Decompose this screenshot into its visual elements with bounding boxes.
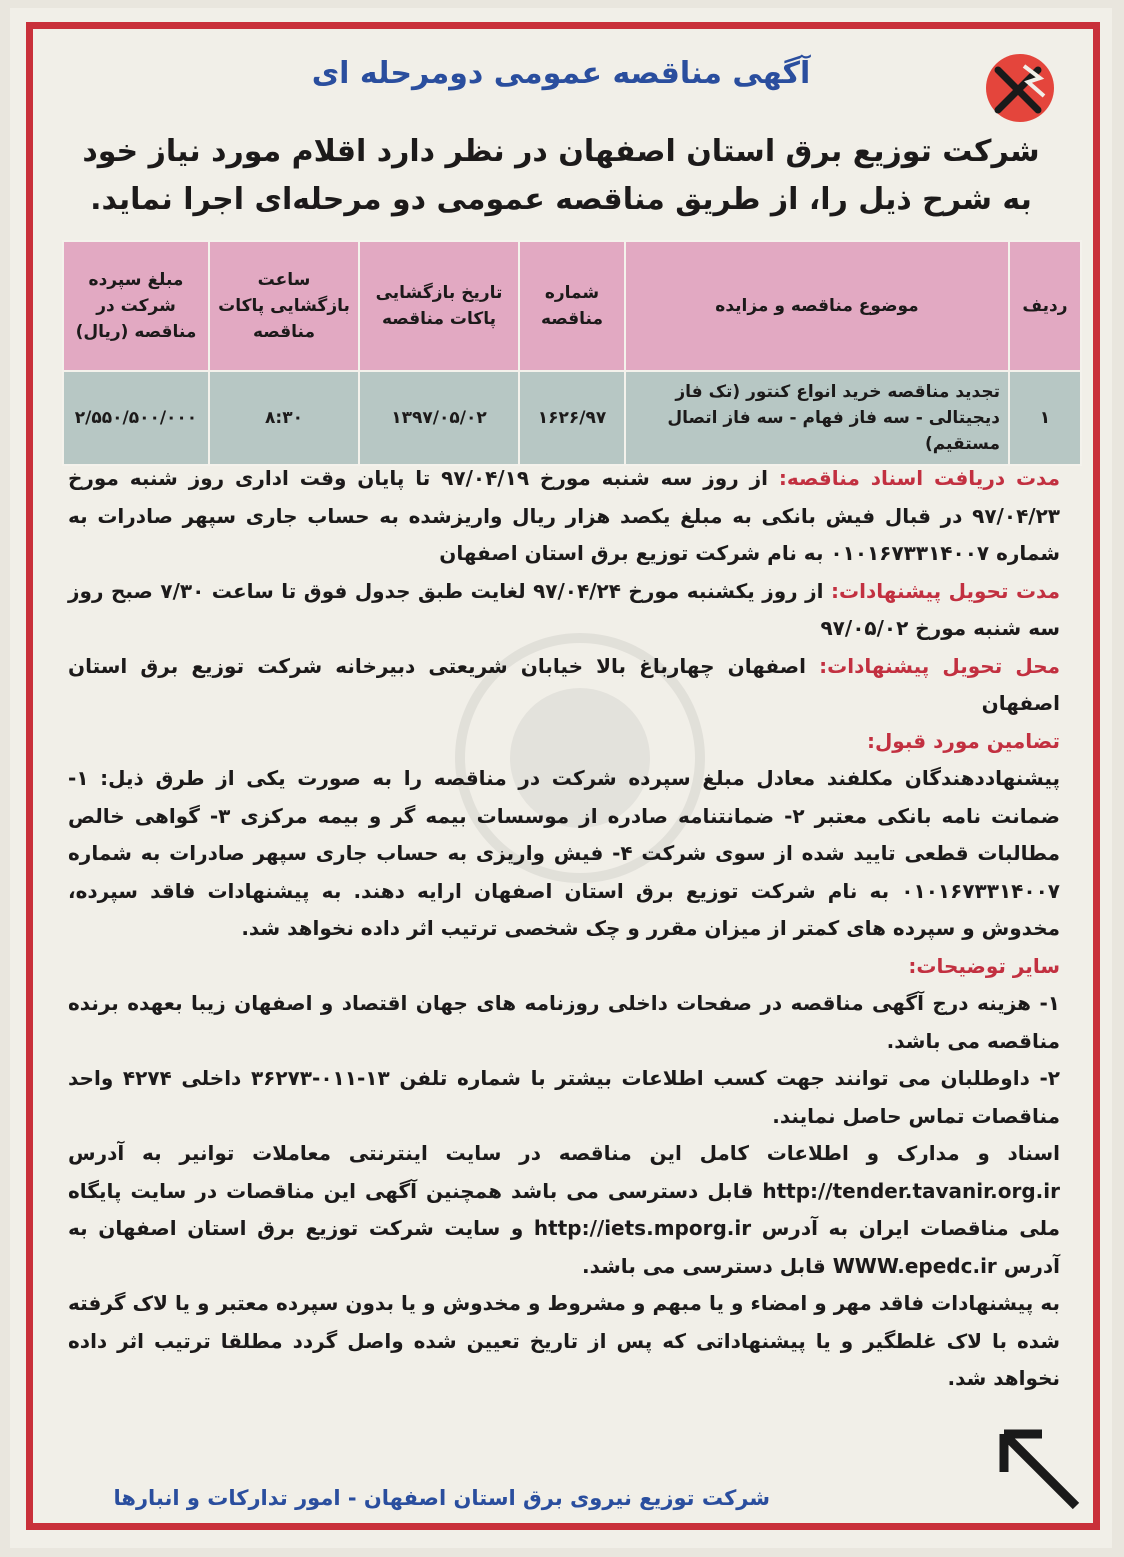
other-item-4: به پیشنهادات فاقد مهر و امضاء و یا مبهم و مشروط و مخدوش و یا بدون سپرده معتبر و یا لاک گرفته شده با لاک غلطگیر و یا پیشنهاداتی که پس از تاریخ تعیین شده واصل گردد مطلقا ترتیب اثر داده نخواهد شد. <box>68 1291 1060 1390</box>
tender-table <box>62 240 1082 466</box>
notice-page <box>10 8 1112 1548</box>
other-item-1: ۱- هزینه درج آگهی مناقصه در صفحات داخلی روزنامه های جهان اقتصاد و اصفهان زیبا بعهده برنده مناقصه می باشد. <box>68 991 1060 1053</box>
delivery-paragraph <box>68 573 1060 648</box>
cell-tender-number: ۱۶۲۶/۹۷ <box>519 371 625 465</box>
notice-intro: شرکت توزیع برق استان اصفهان در نظر دارد اقلام مورد نیاز خود به شرح ذیل را، از طریق مناقصه عمومی دو مرحله‌ای اجرا نماید. <box>82 134 1040 217</box>
other-label: سایر توضیحات: <box>908 953 1060 978</box>
guarantee-label: تضامین مورد قبول: <box>866 728 1060 753</box>
cell-subject: تجدید مناقصه خرید انواع کنتور (تک فاز دیجیتالی - سه فاز فهام - سه فاز اتصال مستقیم) <box>625 371 1009 465</box>
header-row-number: ردیف <box>1009 241 1081 371</box>
place-paragraph <box>68 648 1060 723</box>
table-header-row <box>63 241 1081 371</box>
notice-body <box>68 460 1060 1398</box>
cell-row-number: ۱ <box>1009 371 1081 465</box>
docs-paragraph <box>68 460 1060 573</box>
docs-label: مدت دریافت اسناد مناقصه: <box>778 466 1060 490</box>
docs-text: از روز سه شنبه مورخ ۹۷/۰۴/۱۹ تا پایان وقت اداری روز شنبه مورخ ۹۷/۰۴/۲۳ در قبال فیش بانکی به مبلغ یکصد هزار ریال واریزشده به حساب جاری سپهر صادرات به شماره ۰۱۰۱۶۷۳۳۱۴۰۰۷ به نام شرکت توزیع برق استان اصفهان <box>68 466 1060 565</box>
header-subject: موضوع مناقصه و مزایده <box>625 241 1009 371</box>
notice-title: آگهی مناقصه عمومی دومرحله ای <box>311 56 811 91</box>
table-row <box>63 371 1081 465</box>
cell-opening-date: ۱۳۹۷/۰۵/۰۲ <box>359 371 519 465</box>
other-item-3: اسناد و مدارک و اطلاعات کامل این مناقصه در سایت اینترنتی معاملات توانیر به آدرس http://tender.tavanir.org.ir قابل دسترسی می باشد همچنین آگهی این مناقصات در سایت پایگاه ملی مناقصات ایران به آدرس http://iets.mporg.ir و سایت شرکت توزیع برق استان اصفهان به آدرس WWW.epedc.ir قابل دسترسی می باشد. <box>68 1141 1060 1278</box>
header-opening-time: ساعت بازگشایی پاکات مناقصه <box>209 241 359 371</box>
place-text: اصفهان چهارباغ بالا خیابان شریعتی دبیرخانه شرکت توزیع برق استان اصفهان <box>68 653 1060 715</box>
arrow-icon <box>996 1426 1082 1512</box>
cell-deposit: ۲/۵۵۰/۵۰۰/۰۰۰ <box>63 371 209 465</box>
header-opening-date: تاریخ بازگشایی پاکات مناقصه <box>359 241 519 371</box>
other-item-2: ۲- داوطلبان می توانند جهت کسب اطلاعات بیشتر با شماره تلفن ۱۳-۰۱۱-۳۶۲۷۳ داخلی ۴۲۷۴ واحد مناقصات تماس حاصل نمایند. <box>68 1066 1061 1128</box>
footer-company: شرکت توزیع نیروی برق استان اصفهان - امور تدارکات و انبارها <box>113 1486 770 1510</box>
delivery-text: از روز یکشنبه مورخ ۹۷/۰۴/۲۴ لغایت طبق جدول فوق تا ساعت ۷/۳۰ صبح روز سه شنبه مورخ ۹۷/۰۵/۰۲ <box>68 578 1060 640</box>
place-label: محل تحویل پیشنهادات: <box>819 653 1061 678</box>
company-logo-icon <box>980 48 1060 128</box>
delivery-label: مدت تحویل پیشنهادات: <box>831 578 1060 603</box>
cell-opening-time: ۸:۳۰ <box>209 371 359 465</box>
header-deposit: مبلغ سپرده شرکت در مناقصه (ریال) <box>63 241 209 371</box>
guarantee-text: پیشنهاددهندگان مکلفند معادل مبلغ سپرده شرکت در مناقصه را به صورت یکی از طرق ذیل: ۱- ضمانت نامه بانکی معتبر ۲- ضمانتنامه صادره از موسسات بیمه گر و بیمه مرکزی ۳- گواهی خالص مطالبات قطعی تایید شده از سوی شرکت ۴- فیش واریزی به حساب جاری سپهر صادرات به شماره ۰۱۰۱۶۷۳۳۱۴۰۰۷ به نام شرکت توزیع برق استان اصفهان ارایه دهند. به پیشنهادات فاقد سپرده، مخدوش و سپرده های کمتر از میزان مقرر و چک شخصی ترتیب اثر داده نخواهد شد. <box>68 766 1061 940</box>
header-tender-number: شماره مناقصه <box>519 241 625 371</box>
